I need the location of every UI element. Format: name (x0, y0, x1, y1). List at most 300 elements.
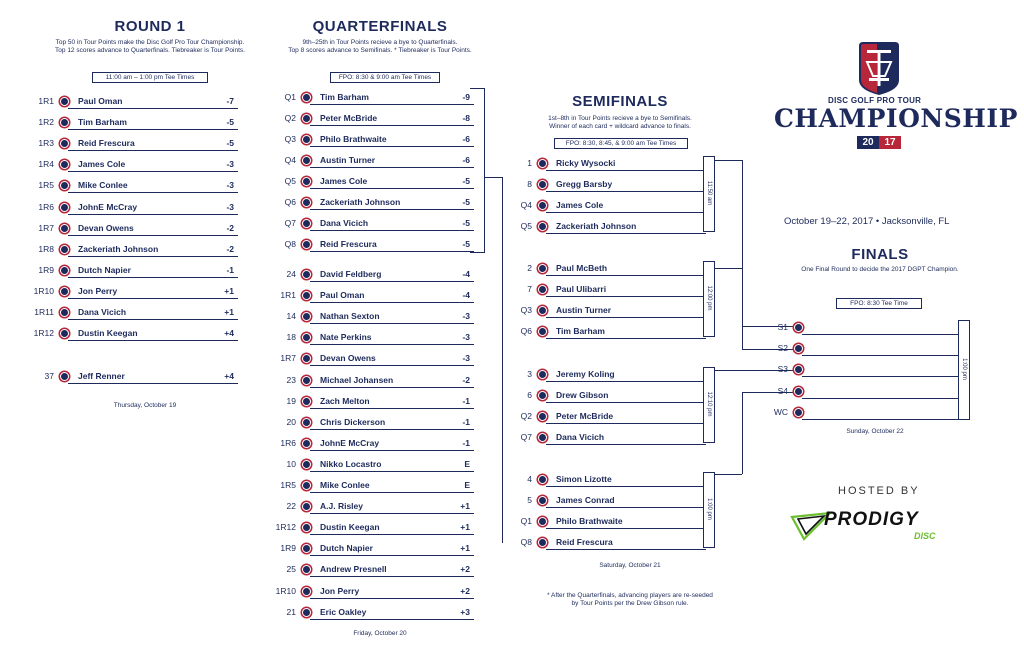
qf-other-row-score: -3 (462, 353, 470, 364)
qf-other-row-underline (310, 365, 474, 366)
qf-advancer-row-name: Philo Brathwaite (320, 134, 387, 144)
round1-row-underline (68, 214, 238, 215)
qf-advancer-row-underline (310, 188, 474, 189)
qf-other-row-seed: 20 (286, 416, 296, 427)
semi-row-seed: Q7 (520, 432, 532, 442)
round1-row-seed: 1R11 (34, 307, 54, 317)
quarterfinals-bracket-out (484, 177, 502, 178)
round1-row-marker-icon (60, 97, 69, 106)
qf-advancer-row-seed: Q5 (284, 176, 296, 186)
qf-advancer-row-name: James Cole (320, 176, 368, 186)
qf-other-row-score: -1 (462, 437, 470, 448)
round1-extra-row-underline (68, 383, 238, 384)
qf-other-row-name: Dutch Napier (320, 543, 373, 554)
qf-other-row-underline (310, 323, 474, 324)
round1-row-score: -3 (226, 180, 234, 191)
semi-row-name: James Conrad (556, 495, 615, 505)
semi-row-seed: 5 (527, 495, 532, 505)
qf-other-row-underline (310, 619, 474, 620)
round1-tee-times: 11:00 am – 1:00 pm Tee Times (92, 72, 208, 83)
round1-row-name: Mike Conlee (78, 180, 128, 191)
qf-advancer-row-score: -5 (462, 218, 470, 228)
logo-tour-text: DISC GOLF PRO TOUR (828, 96, 922, 105)
semi-row-underline (546, 549, 706, 550)
semi-row-underline (546, 381, 706, 382)
semi-to-finals-connector (742, 268, 743, 349)
qf-advancer-row-score: -5 (462, 239, 470, 249)
qf-other-row-seed: 21 (286, 606, 296, 617)
qf-other-row-marker-icon (302, 587, 311, 596)
round1-row-marker-icon (60, 224, 69, 233)
round1-row-score: +1 (224, 285, 234, 296)
semi-row-underline (546, 170, 706, 171)
semi-row-seed: Q6 (520, 326, 532, 336)
semi-row-seed: Q1 (520, 516, 532, 526)
qf-advancer-row-marker-icon (302, 135, 311, 144)
semifinals-note-1: 1st–8th in Tour Points recieve a bye to Semifinals. (548, 115, 692, 122)
round1-row-underline (68, 256, 238, 257)
semi-row-underline (546, 296, 706, 297)
semi-row-seed: 4 (527, 474, 532, 484)
semi-row-marker-icon (538, 201, 547, 210)
semi-to-finals-connector (715, 268, 742, 269)
qf-other-row-marker-icon (302, 418, 311, 427)
qf-other-row-underline (310, 513, 474, 514)
quarterfinals-bracket-line (484, 88, 485, 253)
qf-other-row-name: Andrew Presnell (320, 564, 387, 575)
semi-row-name: Ricky Wysocki (556, 158, 616, 168)
qf-other-row-name: Eric Oakley (320, 606, 367, 617)
qf-advancer-row-seed: Q1 (284, 92, 296, 102)
qf-advancer-row-score: -6 (462, 134, 470, 144)
qf-other-row-score: -4 (462, 269, 470, 279)
semi-row-name: Gregg Barsby (556, 179, 613, 189)
round1-row-marker-icon (60, 139, 69, 148)
round1-row-seed: 1R3 (38, 138, 54, 149)
prodigy-wordmark: PRODIGY (824, 509, 919, 530)
finals-slot-marker-icon (794, 344, 803, 353)
qf-other-row-seed: 1R10 (275, 585, 296, 596)
semifinals-title: SEMIFINALS (572, 93, 668, 110)
qf-advancer-row-seed: Q8 (284, 239, 296, 249)
semifinals-note-2: Winner of each card + wildcard advance to finals. (549, 123, 691, 130)
semifinal-card-time: 11:50 am (706, 180, 712, 206)
qf-other-row-underline (310, 576, 474, 577)
qf-other-row-seed: 23 (286, 374, 296, 385)
finals-slot-marker-icon (794, 387, 803, 396)
semi-row-name: Dana Vicich (556, 432, 605, 442)
finals-slot-label: WC (773, 406, 788, 417)
round1-row-name: Dutch Napier (78, 264, 131, 275)
semi-row-underline (546, 486, 706, 487)
qf-other-row-seed: 1R6 (280, 437, 296, 448)
qf-other-row-marker-icon (302, 523, 311, 532)
semi-row-marker-icon (538, 412, 547, 421)
qf-advancer-row-name: Reid Frescura (320, 239, 377, 249)
finals-tee-times: FPO: 8:30 Tee Time (836, 298, 922, 309)
qf-other-row-score: +2 (460, 585, 470, 596)
round1-row-score: -2 (226, 243, 234, 254)
semi-row-seed: Q4 (520, 200, 532, 210)
finals-slot-marker-icon (794, 408, 803, 417)
basket-icon (857, 40, 901, 96)
qf-other-row-marker-icon (302, 312, 311, 321)
qf-advancer-row-score: -6 (462, 155, 470, 165)
semi-row-underline (546, 528, 706, 529)
qf-other-row-underline (310, 302, 474, 303)
finals-note: One Final Round to decide the 2017 DGPT Champion. (801, 266, 959, 273)
qf-other-row-underline (310, 598, 474, 599)
finals-title: FINALS (851, 246, 909, 263)
qf-advancer-row-name: Peter McBride (320, 113, 378, 123)
round1-row-underline (68, 298, 238, 299)
qf-other-row-underline (310, 281, 474, 282)
finals-slot-line (802, 355, 960, 356)
qf-other-row-underline (310, 344, 474, 345)
round1-row-seed: 1R10 (33, 285, 54, 296)
qf-other-row-marker-icon (302, 291, 311, 300)
round1-row-name: Dana Vicich (78, 307, 127, 317)
quarterfinals-to-semis-line (502, 177, 503, 543)
qf-other-row-name: Jon Perry (320, 585, 360, 596)
semi-row-name: Reid Frescura (556, 537, 613, 547)
qf-other-row-marker-icon (302, 333, 311, 342)
semi-row-underline (546, 191, 706, 192)
qf-advancer-row-score: -9 (462, 92, 470, 102)
qf-advancer-row-underline (310, 104, 474, 105)
qf-advancer-row-marker-icon (302, 93, 311, 102)
round1-extra-row-score: +4 (224, 371, 234, 381)
qf-advancer-row-seed: Q6 (284, 197, 296, 207)
finals-slot-line (802, 419, 960, 420)
semi-row-name: Paul McBeth (556, 263, 608, 273)
semi-row-seed: 3 (527, 369, 532, 379)
semi-row-underline (546, 275, 706, 276)
round1-row-underline (68, 108, 238, 109)
semifinals-date: Saturday, October 21 (599, 562, 661, 569)
qf-other-row-marker-icon (302, 608, 311, 617)
qf-advancer-row-name: Dana Vicich (320, 218, 369, 228)
semi-row-marker-icon (538, 475, 547, 484)
qf-other-row-name: David Feldberg (320, 269, 382, 279)
finals-slot-line (802, 398, 960, 399)
qf-other-row-marker-icon (302, 544, 311, 553)
semi-row-name: Jeremy Koling (556, 369, 615, 379)
event-date-location: October 19–22, 2017 • Jacksonville, FL (784, 216, 950, 227)
quarterfinals-bracket-top (470, 88, 485, 89)
qf-other-row-name: Zach Melton (320, 395, 370, 406)
semi-row-name: James Cole (556, 200, 604, 210)
qf-other-row-marker-icon (302, 460, 311, 469)
semi-row-underline (546, 338, 706, 339)
round1-row-seed: 1R1 (38, 96, 54, 106)
qf-other-row-underline (310, 492, 474, 493)
qf-other-row-underline (310, 429, 474, 430)
round1-row-marker-icon (60, 308, 69, 317)
qf-other-row-seed: 25 (286, 564, 296, 575)
semi-row-underline (546, 507, 706, 508)
round1-row-marker-icon (60, 181, 69, 190)
qf-other-row-name: A.J. Risley (320, 501, 363, 512)
qf-advancer-row-score: -8 (462, 113, 470, 123)
round1-row-score: -3 (226, 201, 234, 212)
round1-row-marker-icon (60, 203, 69, 212)
semi-row-name: Philo Brathwaite (556, 516, 623, 526)
semi-row-underline (546, 444, 706, 445)
round1-row-underline (68, 150, 238, 151)
round1-row-score: +4 (224, 328, 234, 339)
round1-row-name: Reid Frescura (78, 138, 135, 149)
semifinals-footnote-1: * After the Quarterfinals, advancing players are re-seeded (547, 592, 713, 599)
finals-time: 1:00 pm (961, 358, 967, 380)
round1-row-underline (68, 319, 238, 320)
semi-row-seed: Q2 (520, 411, 532, 421)
round1-row-seed: 1R8 (38, 243, 54, 254)
round1-row-marker-icon (60, 329, 69, 338)
finals-slot-label: S2 (777, 343, 788, 354)
qf-other-row-name: Nikko Locastro (320, 458, 382, 469)
qf-advancer-row-marker-icon (302, 219, 311, 228)
qf-other-row-underline (310, 387, 474, 388)
semifinal-card-time: 12:00 pm (706, 285, 712, 311)
quarterfinals-note-1: 9th–25th in Tour Points recieve a bye to Quarterfinals. (302, 39, 458, 46)
semifinal-card-time: 12:10 pm (706, 391, 712, 417)
qf-advancer-row-name: Zackeriath Johnson (320, 197, 401, 207)
qf-other-row-name: Mike Conlee (320, 480, 370, 490)
qf-other-row-seed: 24 (286, 269, 296, 279)
qf-other-row-score: -3 (462, 332, 470, 343)
round1-row-underline (68, 129, 238, 130)
semi-row-marker-icon (538, 370, 547, 379)
round1-row-underline (68, 277, 238, 278)
qf-other-row-score: +1 (460, 543, 470, 554)
semi-row-marker-icon (538, 538, 547, 547)
qf-advancer-row-seed: Q4 (284, 155, 296, 165)
qf-other-row-marker-icon (302, 439, 311, 448)
qf-other-row-score: +3 (460, 606, 470, 617)
semi-row-name: Peter McBride (556, 411, 614, 421)
round1-row-name: JohnE McCray (78, 201, 138, 212)
semi-row-marker-icon (538, 496, 547, 505)
semi-row-marker-icon (538, 222, 547, 231)
round1-row-underline (68, 340, 238, 341)
qf-other-row-score: -3 (462, 311, 470, 322)
semi-row-name: Simon Lizotte (556, 474, 612, 484)
semi-to-finals-connector (715, 160, 742, 161)
qf-other-row-seed: 1R9 (280, 543, 296, 554)
qf-advancer-row-name: Austin Turner (320, 155, 376, 165)
finals-slot-label: S1 (777, 322, 788, 332)
qf-other-row-seed: 22 (286, 501, 296, 512)
qf-other-row-score: -4 (462, 290, 470, 301)
qf-other-row-seed: 1R5 (280, 480, 296, 490)
qf-advancer-row-score: -5 (462, 197, 470, 207)
finals-slot-label: S3 (777, 364, 788, 375)
round1-row-name: Zackeriath Johnson (78, 243, 159, 254)
qf-other-row-marker-icon (302, 270, 311, 279)
round1-row-marker-icon (60, 287, 69, 296)
logo-championship-text: CHAMPIONSHIP (774, 104, 1018, 133)
round1-row-underline (68, 235, 238, 236)
semi-row-marker-icon (538, 517, 547, 526)
round1-row-name: James Cole (78, 159, 126, 170)
semi-row-marker-icon (538, 327, 547, 336)
round1-row-name: Paul Oman (78, 96, 123, 106)
semi-row-seed: 8 (527, 179, 532, 189)
semi-row-underline (546, 317, 706, 318)
qf-other-row-marker-icon (302, 397, 311, 406)
qf-other-row-underline (310, 471, 474, 472)
round1-date: Thursday, October 19 (113, 402, 177, 409)
semifinals-tee-times: FPO: 8:30, 8:45, & 9:00 am Tee Times (554, 138, 688, 149)
round1-row-name: Dustin Keegan (78, 328, 138, 339)
round1-row-score: -7 (226, 96, 234, 106)
quarterfinals-bracket-bottom (470, 252, 485, 253)
finals-slot-line (802, 376, 960, 377)
round1-row-name: Jon Perry (78, 285, 118, 296)
hosted-by-label: HOSTED BY (838, 485, 920, 497)
prodigy-logo (790, 505, 980, 550)
qf-other-row-score: -1 (462, 416, 470, 427)
logo-year-left: 20 (857, 136, 879, 149)
round1-row-seed: 1R12 (33, 328, 54, 339)
round1-row-score: -5 (226, 117, 234, 128)
round1-row-score: -3 (226, 159, 234, 170)
qf-advancer-row-marker-icon (302, 240, 311, 249)
qf-other-row-name: Nathan Sexton (320, 311, 380, 322)
finals-date: Sunday, October 22 (846, 428, 904, 435)
prodigy-disc-text: DISC (914, 531, 936, 541)
qf-other-row-seed: 1R12 (275, 522, 296, 533)
round1-row-seed: 1R7 (38, 222, 54, 233)
qf-other-row-marker-icon (302, 502, 311, 511)
round1-row-seed: 1R4 (38, 159, 54, 170)
logo-year-right: 17 (879, 136, 901, 149)
semi-row-marker-icon (538, 433, 547, 442)
quarterfinals-title: QUARTERFINALS (312, 18, 448, 35)
semi-row-name: Paul Ulibarri (556, 284, 607, 294)
semi-row-seed: 7 (527, 284, 532, 294)
semi-row-seed: 1 (527, 158, 532, 168)
qf-other-row-seed: 18 (286, 332, 296, 343)
qf-other-row-score: -1 (462, 395, 470, 406)
qf-advancer-row-score: -5 (462, 176, 470, 186)
qf-other-row-underline (310, 555, 474, 556)
qf-other-row-score: +2 (460, 564, 470, 575)
semi-row-marker-icon (538, 264, 547, 273)
qf-other-row-underline (310, 534, 474, 535)
round1-note-1: Top 50 in Tour Points make the Disc Golf Pro Tour Championship. (55, 39, 245, 46)
qf-advancer-row-underline (310, 251, 474, 252)
round1-row-score: -2 (226, 222, 234, 233)
qf-other-row-name: Devan Owens (320, 353, 376, 364)
quarterfinals-note-2: Top 8 scores advance to Semifinals. * Tiebreaker is Tour Points. (288, 47, 472, 54)
semi-row-underline (546, 233, 706, 234)
round1-row-seed: 1R2 (38, 117, 54, 128)
quarterfinals-date: Friday, October 20 (353, 630, 407, 637)
semi-row-name: Austin Turner (556, 305, 612, 315)
round1-row-seed: 1R5 (38, 180, 54, 191)
qf-other-row-seed: 14 (286, 311, 296, 322)
qf-advancer-row-underline (310, 167, 474, 168)
finals-slot-marker-icon (794, 365, 803, 374)
qf-other-row-score: -2 (462, 374, 470, 385)
round1-row-seed: 1R9 (38, 264, 54, 275)
qf-advancer-row-marker-icon (302, 177, 311, 186)
qf-other-row-marker-icon (302, 481, 311, 490)
semi-row-name: Tim Barham (556, 326, 605, 336)
qf-other-row-marker-icon (302, 376, 311, 385)
semi-row-seed: 6 (527, 390, 532, 400)
qf-other-row-name: JohnE McCray (320, 437, 380, 448)
round1-row-name: Tim Barham (78, 117, 127, 128)
semifinal-card-time: 1:00 pm (706, 498, 712, 520)
round1-note-2: Top 12 scores advance to Quarterfinals. Tiebreaker is Tour Points. (55, 47, 245, 54)
qf-other-row-seed: 10 (286, 458, 296, 469)
finals-slot-marker-icon (794, 323, 803, 332)
round1-row-underline (68, 171, 238, 172)
finals-slot-label: S4 (777, 385, 788, 396)
qf-other-row-score: +1 (460, 501, 470, 512)
round1-row-seed: 1R6 (38, 201, 54, 212)
qf-advancer-row-marker-icon (302, 156, 311, 165)
qf-other-row-underline (310, 408, 474, 409)
semi-row-name: Drew Gibson (556, 390, 609, 400)
round1-row-underline (68, 192, 238, 193)
round1-row-marker-icon (60, 160, 69, 169)
round1-row-name: Devan Owens (78, 222, 134, 233)
semifinals-footnote-2: by Tour Points per the Drew Gibson rule. (571, 600, 689, 607)
qf-advancer-row-underline (310, 230, 474, 231)
qf-other-row-underline (310, 450, 474, 451)
semi-row-name: Zackeriath Johnson (556, 221, 637, 231)
qf-advancer-row-seed: Q2 (284, 113, 296, 123)
qf-other-row-score: +1 (460, 522, 470, 533)
semi-row-marker-icon (538, 306, 547, 315)
semi-row-marker-icon (538, 159, 547, 168)
round1-row-score: +1 (224, 307, 234, 317)
semi-to-finals-connector (715, 370, 742, 371)
qf-other-row-name: Nate Perkins (320, 332, 372, 343)
semi-row-underline (546, 402, 706, 403)
qf-other-row-name: Chris Dickerson (320, 416, 386, 427)
semi-row-underline (546, 423, 706, 424)
round1-extra-row-marker-icon (60, 372, 69, 381)
qf-advancer-row-marker-icon (302, 198, 311, 207)
qf-other-row-score: E (464, 480, 470, 490)
qf-other-row-name: Dustin Keegan (320, 522, 380, 533)
round1-row-marker-icon (60, 266, 69, 275)
semi-row-seed: Q8 (520, 537, 532, 547)
qf-other-row-name: Paul Oman (320, 290, 365, 301)
semi-row-marker-icon (538, 285, 547, 294)
qf-advancer-row-underline (310, 209, 474, 210)
championship-logo (770, 38, 1018, 153)
round1-row-marker-icon (60, 118, 69, 127)
round1-row-score: -5 (226, 138, 234, 149)
qf-advancer-row-marker-icon (302, 114, 311, 123)
qf-advancer-row-seed: Q7 (284, 218, 296, 228)
round1-row-marker-icon (60, 245, 69, 254)
round1-row-score: -1 (226, 264, 234, 275)
finals-slot-line (802, 334, 960, 335)
qf-advancer-row-underline (310, 146, 474, 147)
qf-advancer-row-underline (310, 125, 474, 126)
semi-row-seed: Q5 (520, 221, 532, 231)
semi-row-seed: Q3 (520, 305, 532, 315)
semi-row-seed: 2 (527, 263, 532, 273)
semi-to-finals-connector (715, 474, 742, 475)
